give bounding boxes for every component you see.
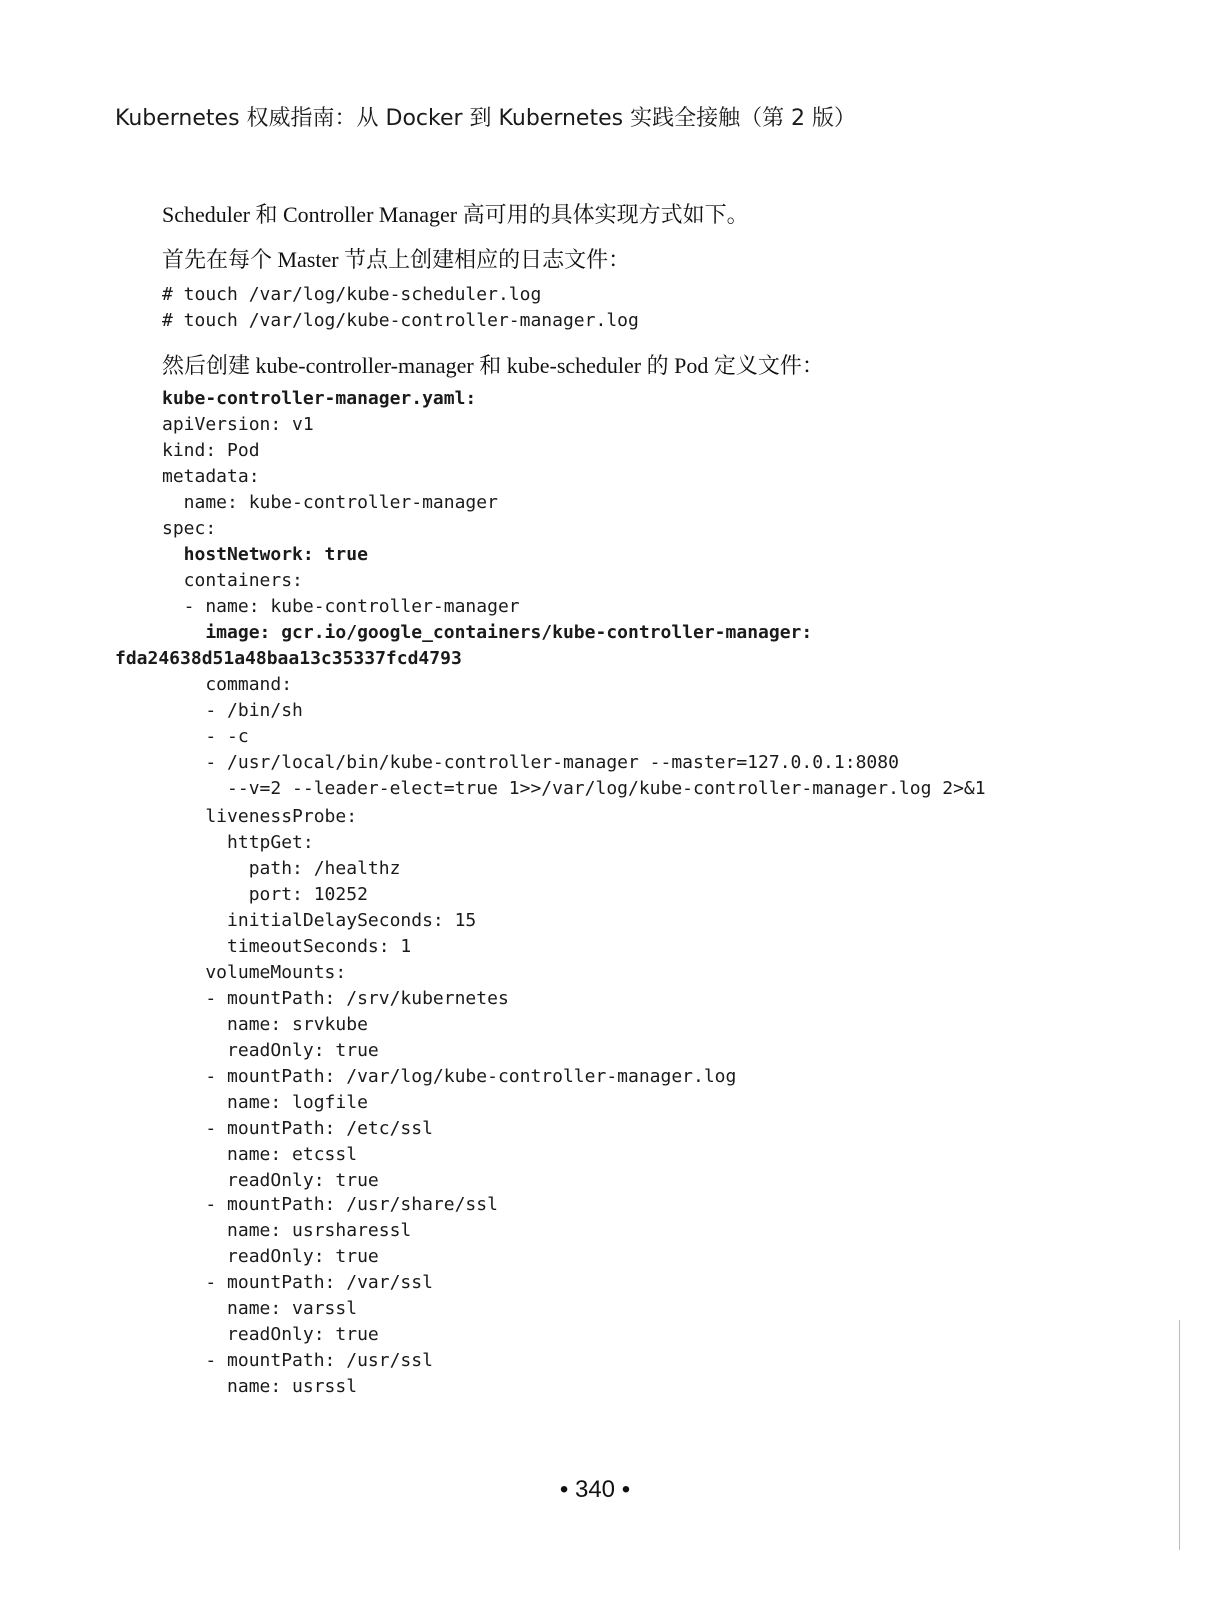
page-number: • 340 • xyxy=(559,1476,631,1503)
code-line: - /bin/sh xyxy=(162,700,303,721)
code-line: - mountPath: /var/ssl xyxy=(162,1272,433,1293)
code-line: port: 10252 xyxy=(162,884,368,905)
code-line: name: srvkube xyxy=(162,1014,368,1035)
code-line: hostNetwork: true xyxy=(162,544,368,565)
command-line: # touch /var/log/kube-scheduler.log xyxy=(162,284,542,305)
paragraph-intro: Scheduler 和 Controller Manager 高可用的具体实现方式如下。 xyxy=(162,202,749,227)
code-line: - /usr/local/bin/kube-controller-manager --master=127.0.0.1:8080 xyxy=(162,752,899,773)
code-line: spec: xyxy=(162,518,217,539)
code-line: kind: Pod xyxy=(162,440,260,461)
code-line: readOnly: true xyxy=(162,1246,379,1267)
code-line: - mountPath: /usr/ssl xyxy=(162,1350,433,1371)
code-line: image: gcr.io/google_containers/kube-controller-manager: xyxy=(162,622,813,643)
code-line: - name: kube-controller-manager xyxy=(162,596,520,617)
code-line: containers: xyxy=(162,570,303,591)
code-line: path: /healthz xyxy=(162,858,401,879)
code-line: --v=2 --leader-elect=true 1>>/var/log/kube-controller-manager.log 2>&1 xyxy=(162,778,986,799)
command-line: # touch /var/log/kube-controller-manager.log xyxy=(162,310,639,331)
running-header: Kubernetes 权威指南：从 Docker 到 Kubernetes 实践全接触（第 2 版） xyxy=(115,106,857,131)
paragraph-pod-definition: 然后创建 kube-controller-manager 和 kube-scheduler 的 Pod 定义文件： xyxy=(162,353,824,378)
code-line: readOnly: true xyxy=(162,1324,379,1345)
code-line: - mountPath: /etc/ssl xyxy=(162,1118,433,1139)
code-line: name: usrssl xyxy=(162,1376,358,1397)
code-line: command: xyxy=(162,674,293,695)
code-line: httpGet: xyxy=(162,832,314,853)
code-line: - -c xyxy=(162,726,249,747)
code-line: name: logfile xyxy=(162,1092,368,1113)
code-line: fda24638d51a48baa13c35337fcd4793 xyxy=(115,648,462,669)
yaml-filename: kube-controller-manager.yaml: xyxy=(162,388,477,409)
code-line: name: usrsharessl xyxy=(162,1220,412,1241)
code-line: volumeMounts: xyxy=(162,962,347,983)
code-line: metadata: xyxy=(162,466,260,487)
code-line: name: etcssl xyxy=(162,1144,358,1165)
code-line: timeoutSeconds: 1 xyxy=(162,936,412,957)
code-line: name: varssl xyxy=(162,1298,358,1319)
code-line: - mountPath: /srv/kubernetes xyxy=(162,988,509,1009)
scan-edge-line xyxy=(1179,1320,1180,1550)
code-line: name: kube-controller-manager xyxy=(162,492,498,513)
code-line: initialDelaySeconds: 15 xyxy=(162,910,477,931)
paragraph-create-logs: 首先在每个 Master 节点上创建相应的日志文件： xyxy=(162,247,631,272)
code-line: readOnly: true xyxy=(162,1040,379,1061)
code-line: readOnly: true xyxy=(162,1170,379,1191)
code-line: - mountPath: /var/log/kube-controller-manager.log xyxy=(162,1066,737,1087)
code-line: - mountPath: /usr/share/ssl xyxy=(162,1194,498,1215)
code-line: livenessProbe: xyxy=(162,806,358,827)
code-line: apiVersion: v1 xyxy=(162,414,314,435)
